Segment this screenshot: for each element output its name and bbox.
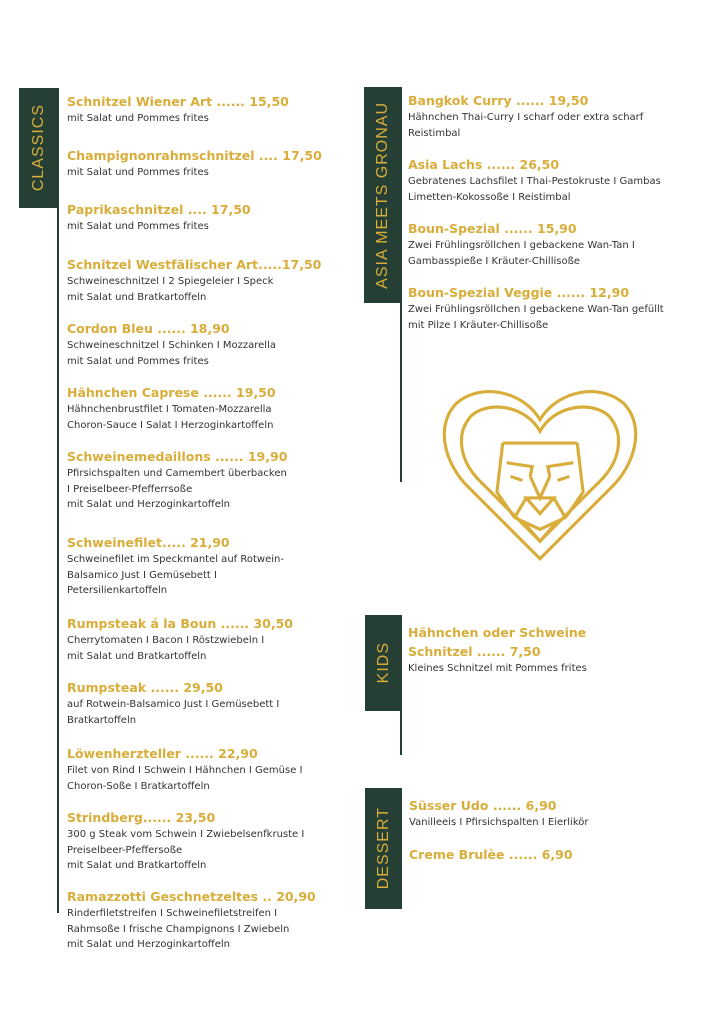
menu-item-desc: Limetten-Kokossoße I Reistimbal bbox=[408, 191, 571, 203]
classics-section-tab bbox=[19, 88, 59, 208]
menu-item-title: Strindberg...... 23,50 bbox=[67, 810, 216, 825]
menu-item bbox=[67, 319, 276, 369]
menu-item-title: Löwenherzteller ...... 22,90 bbox=[67, 746, 258, 761]
menu-item-desc: Vanilleeis I Pfirsichspalten I Eierlikör bbox=[409, 817, 589, 828]
menu-item-title: Champignonrahmschnitzel .... 17,50 bbox=[67, 148, 322, 163]
menu-item bbox=[67, 447, 287, 513]
menu-item bbox=[408, 219, 635, 269]
menu-item-desc: Zwei Frühlingsröllchen I gebackene Wan-Tan I bbox=[408, 240, 635, 251]
menu-item-title: Hähnchen Caprese ...... 19,50 bbox=[67, 385, 276, 400]
menu-item-title: Cordon Bleu ...... 18,90 bbox=[67, 321, 230, 336]
menu-item-title: Schnitzel Westfälischer Art.....17,50 bbox=[67, 257, 322, 272]
menu-item bbox=[67, 383, 276, 433]
asia-section-tab bbox=[364, 87, 402, 303]
menu-item-desc: mit Salat und Pommes frites bbox=[67, 221, 209, 232]
menu-item-desc: mit Salat und Pommes frites bbox=[67, 113, 209, 124]
lion-heart-logo-icon bbox=[442, 382, 638, 564]
menu-item-desc: mit Pilze I Kräuter-Chillisoße bbox=[408, 319, 549, 331]
kids-section-label: KIDS bbox=[374, 642, 392, 684]
menu-item-desc: auf Rotwein-Balsamico Just I Gemüsebett I bbox=[67, 699, 280, 710]
menu-item bbox=[67, 92, 289, 127]
menu-item-title: Schnitzel ...... 7,50 bbox=[408, 644, 541, 659]
menu-item-desc: 300 g Steak vom Schwein I Zwiebelsenfkruste I bbox=[67, 829, 305, 840]
menu-item-desc: Gebratenes Lachsfilet I Thai-Pestokruste I Gambas bbox=[408, 176, 661, 187]
menu-item-title: Asia Lachs ...... 26,50 bbox=[408, 157, 560, 172]
menu-item-desc: Choron-Soße I Bratkartoffeln bbox=[67, 780, 210, 792]
kids-section-tab bbox=[365, 615, 402, 711]
menu-item-title: Süsser Udo ...... 6,90 bbox=[409, 798, 557, 813]
menu-item-desc: Schweineschnitzel I 2 Spiegeleier I Speck bbox=[67, 276, 274, 287]
menu-item-title: Boun-Spezial ...... 15,90 bbox=[408, 221, 577, 236]
dessert-section-tab bbox=[365, 788, 402, 909]
menu-item-title: Boun-Spezial Veggie ...... 12,90 bbox=[408, 285, 630, 300]
menu-item-desc: Filet von Rind I Schwein I Hähnchen I Gemüse I bbox=[67, 765, 303, 776]
menu-item-desc: Petersilienkartoffeln bbox=[67, 585, 168, 596]
menu-item-title: Creme Brulèe ...... 6,90 bbox=[409, 847, 573, 862]
menu-item bbox=[67, 200, 251, 235]
kids-section-divider bbox=[400, 615, 402, 755]
menu-item bbox=[67, 533, 284, 599]
menu-item-title: Schnitzel Wiener Art ...... 15,50 bbox=[67, 94, 289, 109]
menu-item-title: Schweinefilet..... 21,90 bbox=[67, 535, 230, 550]
menu-item-desc: mit Salat und Herzoginkartoffeln bbox=[67, 939, 230, 950]
menu-item-desc: Cherrytomaten I Bacon I Röstzwiebeln I bbox=[67, 635, 265, 646]
menu-item-title: Paprikaschnitzel .... 17,50 bbox=[67, 202, 251, 217]
menu-item bbox=[408, 283, 664, 333]
menu-item bbox=[408, 623, 587, 677]
menu-item bbox=[67, 678, 279, 728]
menu-item-desc: Zwei Frühlingsröllchen I gebackene Wan-Tan gefüllt bbox=[408, 304, 664, 315]
menu-item-desc: Hähnchenbrustfilet I Tomaten-Mozzarella bbox=[67, 404, 272, 415]
menu-item-desc: Balsamico Just I Gemüsebett I bbox=[67, 569, 217, 581]
menu-item-desc: Schweinefilet im Speckmantel auf Rotwein- bbox=[67, 554, 284, 565]
asia-section-label: ASIA MEETS GRONAU bbox=[374, 101, 391, 289]
menu-item-desc: mit Salat und Bratkartoffeln bbox=[67, 291, 207, 303]
menu-item-title: Schweinemedaillons ...... 19,90 bbox=[67, 449, 288, 464]
menu-item bbox=[409, 845, 573, 864]
dessert-section-label: DESSERT bbox=[374, 807, 392, 890]
menu-item bbox=[67, 744, 302, 794]
menu-item bbox=[67, 146, 322, 181]
menu-item-desc: Rahmsoße I frische Champignons I Zwiebeln bbox=[67, 923, 290, 935]
menu-item bbox=[409, 796, 589, 831]
menu-item-title: Ramazzotti Geschnetzeltes .. 20,90 bbox=[67, 889, 316, 904]
menu-item-desc: Schweineschnitzel I Schinken I Mozzarella bbox=[67, 340, 276, 351]
menu-item-desc: Pfirsichspalten und Camembert überbacken bbox=[67, 468, 287, 479]
menu-item bbox=[408, 91, 643, 141]
menu-item-desc: I Preiselbeer-Pfefferrsoße bbox=[67, 483, 193, 495]
menu-item-title: Rumpsteak á la Boun ...... 30,50 bbox=[67, 616, 293, 631]
menu-item bbox=[67, 887, 316, 953]
menu-item bbox=[408, 155, 661, 205]
classics-section-divider bbox=[57, 88, 59, 913]
menu-item-desc: Gambasspieße I Kräuter-Chillisoße bbox=[408, 255, 581, 267]
menu-item-desc: mit Salat und Pommes frites bbox=[67, 167, 209, 178]
menu-item bbox=[67, 614, 293, 664]
menu-item-desc: mit Salat und Bratkartoffeln bbox=[67, 860, 207, 871]
menu-item-desc: mit Salat und Herzoginkartoffeln bbox=[67, 499, 230, 510]
asia-section-divider bbox=[400, 87, 402, 482]
menu-item-title: Rumpsteak ...... 29,50 bbox=[67, 680, 223, 695]
menu-item-desc: mit Salat und Pommes frites bbox=[67, 355, 209, 367]
menu-item-desc: Kleines Schnitzel mit Pommes frites bbox=[408, 663, 587, 674]
menu-item-desc: Reistimbal bbox=[408, 127, 461, 139]
menu-item-desc: Rinderfiletstreifen I Schweinefiletstreifen I bbox=[67, 908, 278, 919]
menu-item-desc: Preiselbeer-Pfeffersoße bbox=[67, 844, 183, 856]
menu-item bbox=[67, 808, 304, 874]
menu-item-desc: Choron-Sauce I Salat I Herzoginkartoffeln bbox=[67, 419, 274, 431]
menu-item-desc: mit Salat und Bratkartoffeln bbox=[67, 650, 207, 662]
menu-item bbox=[67, 255, 321, 305]
menu-item-title: Bangkok Curry ...... 19,50 bbox=[408, 93, 589, 108]
menu-item-desc: Bratkartoffeln bbox=[67, 714, 137, 726]
menu-item-desc: Hähnchen Thai-Curry I scharf oder extra scharf bbox=[408, 112, 644, 123]
menu-item-title: Hähnchen oder Schweine bbox=[408, 625, 587, 640]
classics-section-label: CLASSICS bbox=[30, 104, 47, 192]
